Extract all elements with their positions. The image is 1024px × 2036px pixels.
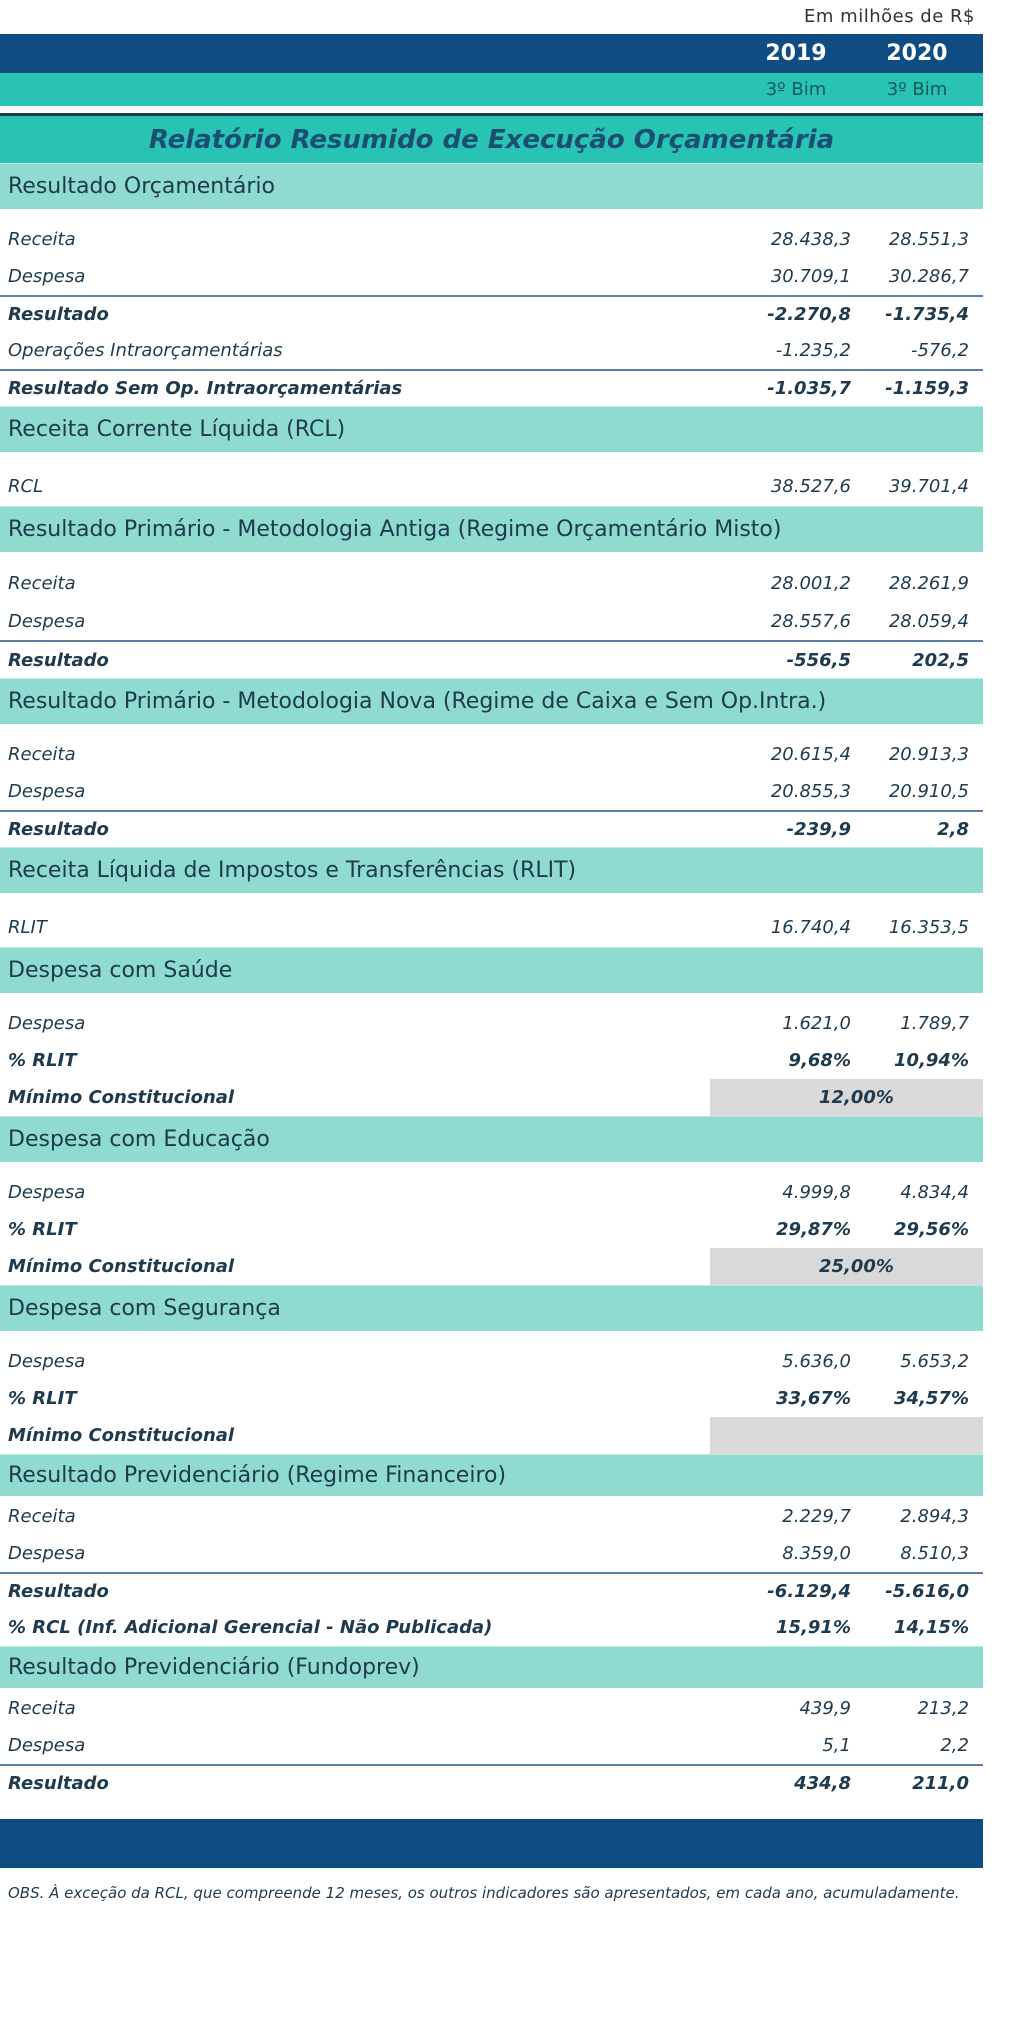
table-row xyxy=(0,1343,983,1380)
section-header: Resultado Orçamentário xyxy=(0,163,983,209)
value-2020: 34,57% xyxy=(894,1388,969,1409)
value-2020: 2,8 xyxy=(937,819,969,840)
value-2020: -1.735,4 xyxy=(885,304,969,325)
value-2019: 2.229,7 xyxy=(782,1506,851,1527)
value-2020: 8.510,3 xyxy=(900,1543,969,1564)
table-row xyxy=(0,1211,983,1248)
value-2020: -576,2 xyxy=(910,340,969,361)
table-row xyxy=(0,564,983,602)
table-row xyxy=(0,1079,983,1116)
value-2019: 16.740,4 xyxy=(770,916,851,938)
value-2020: -5.616,0 xyxy=(885,1581,969,1602)
row-label: Despesa xyxy=(8,610,86,632)
constitutional-minimum-cell xyxy=(710,1417,983,1454)
value-2019: -556,5 xyxy=(786,649,851,671)
value-2020: 1.789,7 xyxy=(900,1013,969,1034)
value-2020: 213,2 xyxy=(917,1698,969,1719)
value-2019: -1.035,7 xyxy=(767,378,851,399)
row-label: Receita xyxy=(8,229,76,250)
table-row xyxy=(0,1609,983,1646)
value-2019: 29,87% xyxy=(776,1219,851,1240)
value-2019: 439,9 xyxy=(799,1698,851,1719)
value-2019: 434,8 xyxy=(794,1773,851,1794)
report-title: Relatório Resumido de Execução Orçamentária xyxy=(0,116,983,163)
value-2019: 28.557,6 xyxy=(770,610,851,632)
row-label: Receita xyxy=(8,744,76,765)
row-label: % RLIT xyxy=(8,1388,77,1409)
table-row xyxy=(0,369,983,406)
row-label: RLIT xyxy=(8,916,47,938)
value-2020: -1.159,3 xyxy=(885,378,969,399)
table-row xyxy=(0,602,983,640)
unit-label: Em milhões de R$ xyxy=(804,6,975,27)
value-2020: 20.910,5 xyxy=(888,781,969,802)
section-header: Resultado Primário - Metodologia Nova (Regime de Caixa e Sem Op.Intra.) xyxy=(0,678,983,724)
row-label: RCL xyxy=(8,475,44,497)
table-row xyxy=(0,332,983,369)
value-2019: -239,9 xyxy=(786,819,851,840)
table-row xyxy=(0,1498,983,1535)
value-2019: 5,1 xyxy=(822,1735,851,1756)
value-2020: 211,0 xyxy=(912,1773,969,1794)
row-label: Resultado xyxy=(8,649,109,671)
table-row xyxy=(0,1572,983,1609)
value-2019: 28.438,3 xyxy=(770,229,851,250)
value-2019: -2.270,8 xyxy=(767,304,851,325)
value-2019: 8.359,0 xyxy=(782,1543,851,1564)
section-spacer xyxy=(0,1331,983,1343)
value-2020: 30.286,7 xyxy=(888,266,969,287)
value-2019: -1.235,2 xyxy=(775,340,851,361)
row-label: Despesa xyxy=(8,781,86,802)
value-2020: 28.059,4 xyxy=(888,610,969,632)
value-2019: 4.999,8 xyxy=(782,1182,851,1203)
row-label: Resultado xyxy=(8,1581,109,1602)
table-row xyxy=(0,810,983,847)
value-2019: 38.527,6 xyxy=(770,475,851,497)
table-row xyxy=(0,258,983,295)
value-2019: 30.709,1 xyxy=(770,266,851,287)
value-2019: 33,67% xyxy=(776,1388,851,1409)
section-header: Resultado Previdenciário (Fundoprev) xyxy=(0,1646,983,1688)
value-2020: 10,94% xyxy=(894,1050,969,1071)
row-label: Despesa xyxy=(8,1543,86,1564)
table-row xyxy=(0,295,983,332)
footer-bar xyxy=(0,1819,983,1868)
year-header xyxy=(0,34,983,73)
bimester-2019: 3º Bim xyxy=(765,79,827,100)
value-2019: 9,68% xyxy=(788,1050,851,1071)
row-label: Despesa xyxy=(8,1013,86,1034)
section-spacer xyxy=(0,209,983,221)
table-row xyxy=(0,640,983,678)
row-label: Despesa xyxy=(8,1351,86,1372)
table-row xyxy=(0,1380,983,1417)
value-2020: 2,2 xyxy=(940,1735,969,1756)
section-spacer xyxy=(0,893,983,907)
year-2019: 2019 xyxy=(765,41,827,66)
row-label: Despesa xyxy=(8,1735,86,1756)
value-2019: 15,91% xyxy=(776,1617,851,1638)
section-spacer xyxy=(0,552,983,564)
section-header: Resultado Primário - Metodologia Antiga (Regime Orçamentário Misto) xyxy=(0,506,983,552)
row-label: Mínimo Constitucional xyxy=(8,1256,235,1277)
year-2020: 2020 xyxy=(886,41,948,66)
table-row xyxy=(0,1690,983,1727)
section-header: Receita Corrente Líquida (RCL) xyxy=(0,406,983,452)
table-row xyxy=(0,736,983,773)
table-row xyxy=(0,221,983,258)
row-label: Resultado Sem Op. Intraorçamentárias xyxy=(8,378,403,399)
table-row xyxy=(0,1535,983,1572)
table-row xyxy=(0,773,983,810)
value-2020: 28.551,3 xyxy=(888,229,969,250)
row-label: Receita xyxy=(8,1506,76,1527)
section-spacer xyxy=(0,452,983,466)
row-label: % RLIT xyxy=(8,1219,77,1240)
bimester-header xyxy=(0,73,983,106)
row-label: % RLIT xyxy=(8,1050,77,1071)
value-2020: 20.913,3 xyxy=(888,744,969,765)
constitutional-minimum-cell: 25,00% xyxy=(710,1248,983,1285)
value-2020: 202,5 xyxy=(912,649,969,671)
table-row xyxy=(0,1764,983,1801)
table-row xyxy=(0,1248,983,1285)
section-header: Despesa com Segurança xyxy=(0,1285,983,1331)
value-2020: 16.353,5 xyxy=(888,916,969,938)
table-row xyxy=(0,1005,983,1042)
value-2020: 28.261,9 xyxy=(888,572,969,594)
value-2020: 14,15% xyxy=(894,1617,969,1638)
value-2020: 2.894,3 xyxy=(900,1506,969,1527)
header-divider xyxy=(0,106,983,116)
section-spacer xyxy=(0,724,983,736)
table-row xyxy=(0,466,983,506)
section-spacer xyxy=(0,1162,983,1174)
table-row xyxy=(0,1727,983,1764)
bimester-2020: 3º Bim xyxy=(886,79,948,100)
value-2020: 39.701,4 xyxy=(888,475,969,497)
value-2019: 28.001,2 xyxy=(770,572,851,594)
table-row xyxy=(0,907,983,947)
report-body xyxy=(0,163,983,1801)
row-label: Despesa xyxy=(8,1182,86,1203)
constitutional-minimum-cell: 12,00% xyxy=(710,1079,983,1116)
value-2019: 20.615,4 xyxy=(770,744,851,765)
section-header: Receita Líquida de Impostos e Transferências (RLIT) xyxy=(0,847,983,893)
row-label: Resultado xyxy=(8,304,109,325)
value-2020: 4.834,4 xyxy=(900,1182,969,1203)
value-2019: 5.636,0 xyxy=(782,1351,851,1372)
row-label: Resultado xyxy=(8,1773,109,1794)
row-label: Mínimo Constitucional xyxy=(8,1087,235,1108)
table-row xyxy=(0,1174,983,1211)
section-header: Despesa com Saúde xyxy=(0,947,983,993)
row-label: Receita xyxy=(8,1698,76,1719)
row-label: Resultado xyxy=(8,819,109,840)
row-label: Operações Intraorçamentárias xyxy=(8,340,283,361)
row-label: Mínimo Constitucional xyxy=(8,1425,235,1446)
value-2019: -6.129,4 xyxy=(767,1581,851,1602)
value-2020: 29,56% xyxy=(894,1219,969,1240)
section-header: Despesa com Educação xyxy=(0,1116,983,1162)
value-2020: 5.653,2 xyxy=(900,1351,969,1372)
row-label: Despesa xyxy=(8,266,86,287)
section-spacer xyxy=(0,993,983,1005)
section-header: Resultado Previdenciário (Regime Financeiro) xyxy=(0,1454,983,1496)
table-row xyxy=(0,1042,983,1079)
value-2019: 1.621,0 xyxy=(782,1013,851,1034)
row-label: Receita xyxy=(8,572,76,594)
footnote: OBS. À exceção da RCL, que compreende 12 meses, os outros indicadores são apresentados, em cada ano, acumuladamente. xyxy=(8,1884,960,1902)
table-row xyxy=(0,1417,983,1454)
row-label: % RCL (Inf. Adicional Gerencial - Não Publicada) xyxy=(8,1617,493,1638)
value-2019: 20.855,3 xyxy=(770,781,851,802)
